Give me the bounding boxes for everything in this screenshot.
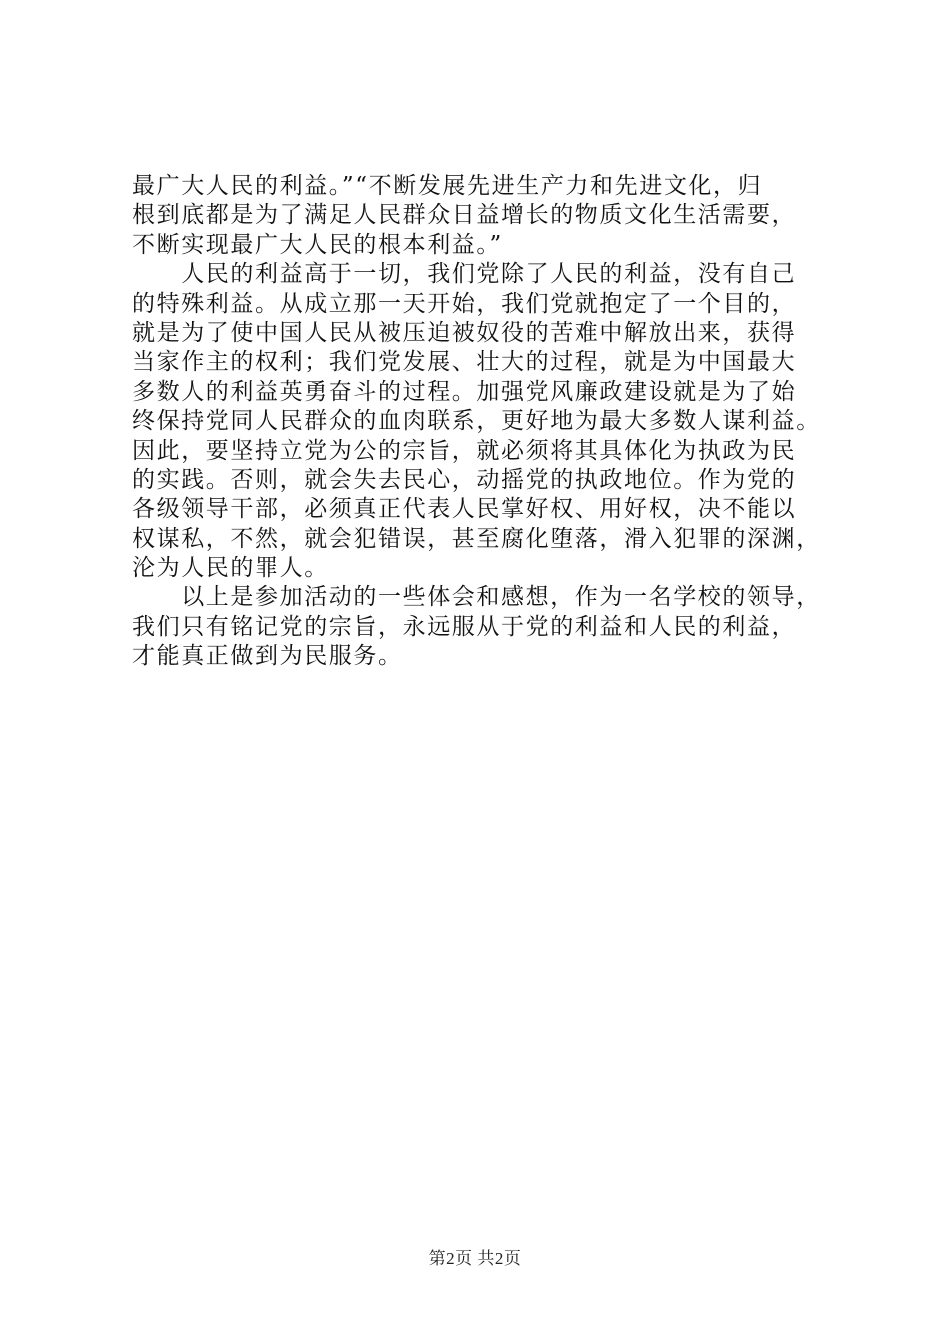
text-line: 以上是参加活动的一些体会和感想，作为一名学校的领导， [132, 584, 821, 611]
paragraph-people-interest [132, 260, 852, 583]
text-line: 沦为人民的罪人。 [132, 555, 329, 582]
text-line: 各级领导干部，必须真正代表人民掌好权、用好权，决不能以 [132, 496, 797, 523]
page-number-footer: 第2页 共2页 [428, 1249, 522, 1268]
text-line: 最广大人民的利益。”“不断发展先进生产力和先进文化，归 [132, 173, 763, 199]
paragraph-continuation [132, 172, 852, 260]
text-line: 才能真正做到为民服务。 [132, 643, 403, 670]
text-line: 因此，要坚持立党为公的宗旨，就必须将其具体化为执政为民 [132, 437, 797, 464]
paragraph-conclusion [132, 583, 852, 671]
text-line: 权谋私，不然，就会犯错误，甚至腐化堕落，滑入犯罪的深渊， [132, 525, 821, 552]
text-line: 不断实现最广大人民的根本利益。” [132, 231, 503, 258]
text-line: 的实践。否则，就会失去民心，动摇党的执政地位。作为党的 [132, 466, 797, 493]
text-line: 就是为了使中国人民从被压迫被奴役的苦难中解放出来，获得 [132, 319, 797, 346]
text-line: 多数人的利益英勇奋斗的过程。加强党风廉政建设就是为了始 [132, 378, 797, 405]
text-line: 当家作主的权利；我们党发展、壮大的过程，就是为中国最大 [132, 349, 797, 376]
text-line: 人民的利益高于一切，我们党除了人民的利益，没有自己 [132, 261, 797, 288]
text-line: 根到底都是为了满足人民群众日益增长的物质文化生活需要， [132, 202, 797, 229]
text-line: 我们只有铭记党的宗旨，永远服从于党的利益和人民的利益， [132, 613, 797, 640]
text-line: 的特殊利益。从成立那一天开始，我们党就抱定了一个目的， [132, 290, 797, 317]
document-body [132, 172, 852, 672]
text-line: 终保持党同人民群众的血肉联系，更好地为最大多数人谋利益。 [132, 408, 821, 435]
